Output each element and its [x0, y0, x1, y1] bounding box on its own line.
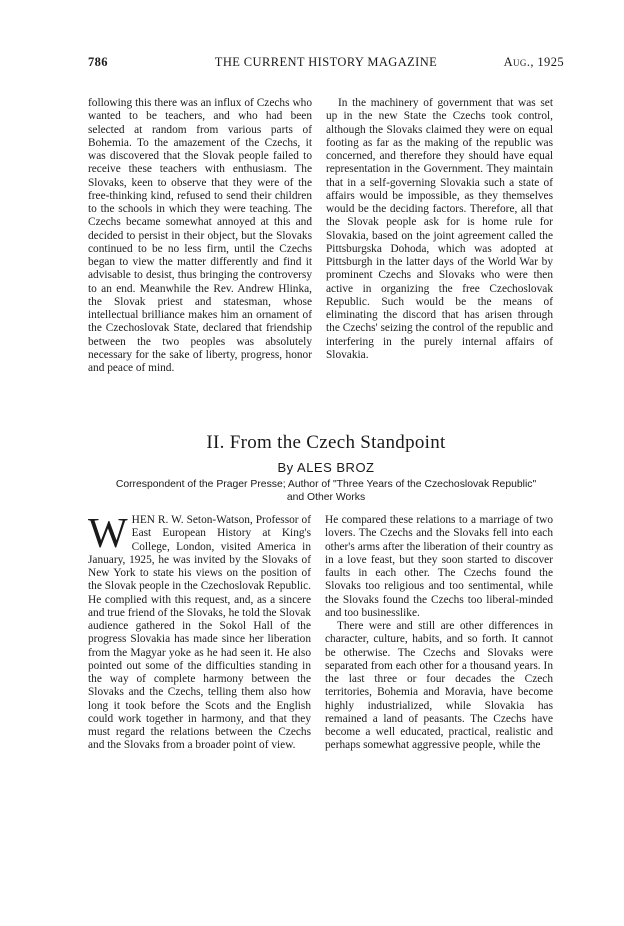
article-title: II. From the Czech Standpoint: [206, 432, 446, 453]
bottom-right-column: [325, 514, 553, 753]
issue-date: Aug., 1925: [503, 55, 564, 69]
magazine-title: THE CURRENT HISTORY MAGAZINE: [214, 55, 438, 69]
top-left-column: [88, 97, 312, 375]
bottom-right-paragraph-2: There were and still are other differences in character, culture, habits, and so forth. It cannot be otherwise. The Czechs and Slovaks were separated from each other for a thousand years. In the last three or four decades the Czech territories, Bohemia and Moravia, have become highly industrialized, while Slovakia has remained a land of peasants. The Czechs have become a well educated, practical, realistic and perhaps somewhat aggressive people, while the: [325, 620, 553, 752]
bottom-left-column: [88, 511, 311, 753]
author-credentials: Correspondent of the Prager Presse; Author of "Three Years of the Czechoslovak Republic" and Other Works: [115, 479, 537, 503]
bottom-left-paragraph: [88, 511, 311, 753]
bottom-right-paragraph-1: He compared these relations to a marriage of two lovers. The Czechs and the Slovaks fell into each other's arms after the liberation of their country as in a love feast, but they soon started to discover faults in each other. The Czechs found the Slovaks too religious and too sentimental, while the Slovaks found the Czechs too liberal-minded and too businesslike.: [325, 514, 553, 619]
drop-cap: W: [88, 511, 128, 557]
top-left-paragraph: following this there was an influx of Czechs who wanted to be teachers, and who had been selected at random from various parts of Bohemia. To the amazement of the Czechs, it was discovered that the Slovak people failed to receive these teachers with enthusiasm. The Slovaks, keen to observe that they were of the free-thinking kind, refused to send their children to the schools in which they were teaching. The Czechs became somewhat annoyed at this and decided to persist in their object, but the Slovaks continued to be no less firm, until the Czechs began to view the matter differently and find it advisable to desist, thus bringing the controversy to an end. Meanwhile the Rev. Andrew Hlinka, the Slovak priest and statesman, whose intellectual brilliance makes him an ornament of the Czechoslovak State, declared that friendship between the two peoples was absolutely necessary for the sake of liberty, progress, honor and peace of mind.: [88, 97, 312, 374]
top-right-column: [326, 97, 553, 362]
running-head: [88, 55, 564, 71]
top-right-paragraph: In the machinery of government that was set up in the new State the Czechs took control, although the Slovaks claimed they were on equal footing as far as the making of the republic was concerned, and therefore they should have equal representation in the Government. They maintain that in a self-governing Slovakia such a state of affairs would be impossible, as they themselves would be the deciding factors. Therefore, all that the Slovak people ask for is home rule for Slovakia, based on the joint agreement called the Pittsburgska Dohoda, which was adopted at Pittsburgh in the latter days of the World War by prominent Czechs and Slovaks who were then active in organizing the free Czechoslovak Republic. Such would be the means of eliminating the discord that has arisen through the Czechs' seizing the control of the republic and interfering in the purely internal affairs of Slovakia.: [326, 97, 553, 361]
page-number: 786: [88, 55, 108, 69]
article-byline: By ALES BROZ: [277, 460, 375, 475]
bottom-left-text: HEN R. W. Seton-Watson, Professor of East European History at King's College, London, visited America in January, 1925, he was invited by the Slovaks of New York to state his views on the position of the Slovak people in the Czechoslovak Republic. He complied with this request, and, as a sincere and true friend of the Slovaks, he told the Slovak audience gathered in the Sokol Hall of the progress Slovakia has made since her liberation from the Magyar yoke as he had seen it. He also pointed out some of the difficulties standing in the way of complete harmony between the Slovaks and the Czechs, telling them also how long it took before the Scots and the English could work together in harmony, and that they must regard the relations between the Czechs and the Slovaks from a broader point of view.: [88, 514, 311, 752]
